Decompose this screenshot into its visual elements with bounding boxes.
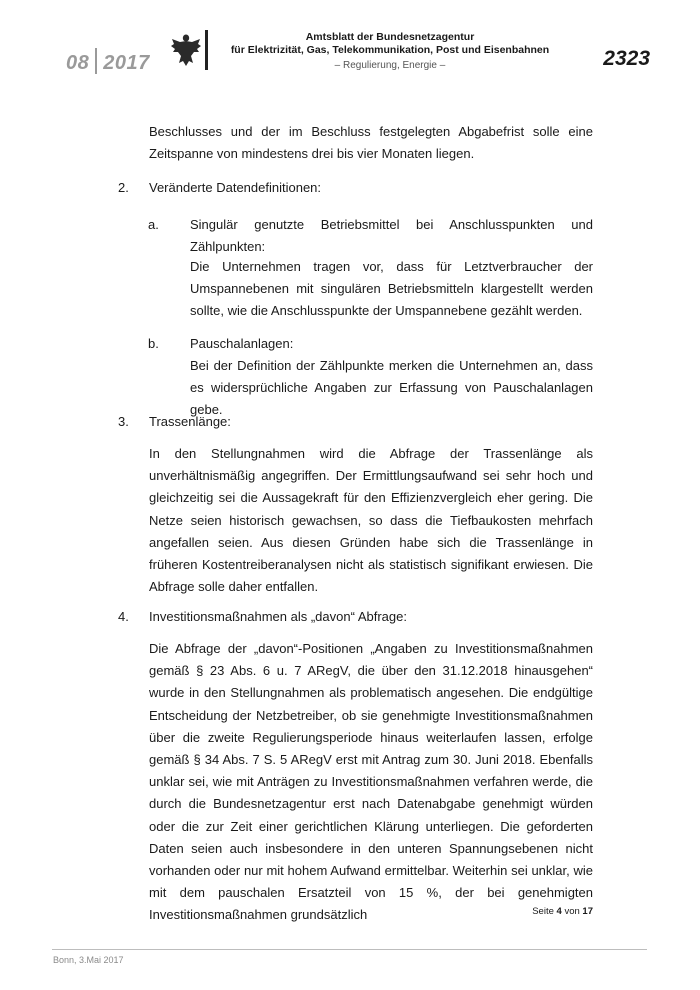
current-page: 4 bbox=[556, 906, 562, 917]
federal-eagle-icon bbox=[170, 30, 202, 70]
item-4-body: Die Abfrage der „davon“-Positionen „Angaben zu Investitionsmaßnahmen gemäß § 23 Abs. 6 u. 7 ARegV, die über den 31.12.2018 hinausgehen“ wurde in den Stellungnahmen als problematisch angesehen. Die endgültige Entscheidung der Netzbetreiber, ob sie genehmigte Investitionsmaßnahmen über die zweite Regulierungsperiode hinaus weiterlaufen lassen, erfolge gemäß § 34 Abs. 7 S. 5 ARegV erst mit Antrag zum 30. Juni 2018. Ebenfalls unklar sei, wie mit Anträgen zu Investitionsmaßnahmen verfahren werde, die durch die Bundesnetzagentur erst nach Datenabgabe genehmigt würden oder die zur Zeit einer gerichtlichen Klärung unterliegen. Die geforderten Daten seien auch insbesondere in den unteren Spannungsebenen nicht vorhanden oder nur mit hohem Aufwand ermittelbar. Weiterhin sei unklar, wie mit dem pauschalen Ersatzteil von 15 %, der bei genehmigten Investitionsmaßnahmen grundsätzlich bbox=[149, 641, 593, 923]
page-number: 2323 bbox=[603, 47, 650, 70]
item-3-body: In den Stellungnahmen wird die Abfrage der Trassenlänge als unverhältnismäßig angegriffen. Der Ermittlungsaufwand sei sehr hoch und gleichzeitig sei die Aussagekraft für den Effizienzvergleich eher gering. Die Netze seien historisch gewachsen, so dass die Tiefbaukosten mehrfach angefallen seien. Aus diesen Gründen habe sich die Trassenlänge in früheren Kostentreiberanalysen nicht als statistisch signifikant erwiesen. Die Abfrage solle daher entfallen. bbox=[149, 446, 593, 595]
header-section: – Regulierung, Energie – bbox=[334, 60, 446, 71]
item-2-number: 2. bbox=[118, 180, 129, 195]
item-2-title: Veränderte Datendefinitionen: bbox=[149, 180, 322, 195]
footer-date: Bonn, 3.Mai 2017 bbox=[53, 955, 124, 965]
issue-label: 08 bbox=[66, 52, 90, 74]
seite-label: Seite bbox=[532, 906, 554, 917]
item-2b-heading: Pauschalanlagen: bbox=[190, 336, 294, 351]
item-4-number: 4. bbox=[118, 609, 129, 624]
header-title-line1: Amtsblatt der Bundesnetzagentur bbox=[305, 31, 475, 43]
issue-number bbox=[66, 48, 150, 75]
item-3-title: Trassenlänge: bbox=[149, 414, 231, 429]
issue-year: 2017 bbox=[103, 52, 150, 74]
item-2a-body: Die Unternehmen tragen vor, dass für Letztverbraucher der Umspannebenen mit singulären Betriebsmitteln klargestellt werden sollte, wie die Anschlusspunkte der Umspannebene gezählt werden. bbox=[190, 259, 593, 319]
von-label: von bbox=[564, 906, 580, 917]
footer-rule bbox=[52, 949, 647, 950]
header-title-line2: für Elektrizität, Gas, Telekommunikation, Post und Eisenbahnen bbox=[230, 44, 550, 56]
item-3-number: 3. bbox=[118, 414, 129, 429]
item-2b-letter: b. bbox=[148, 336, 159, 351]
intro-paragraph: Beschlusses und der im Beschluss festgelegten Abgabefrist solle eine Zeitspanne von mindestens drei bis vier Monaten liegen. bbox=[149, 124, 593, 162]
item-2a-letter: a. bbox=[148, 217, 159, 232]
item-2a-heading: Singulär genutzte Betriebsmittel bei Anschlusspunkten und Zählpunkten: bbox=[190, 217, 593, 255]
issue-divider bbox=[95, 48, 97, 74]
item-4-title: Investitionsmaßnahmen als „davon“ Abfrage: bbox=[149, 609, 407, 624]
total-pages: 17 bbox=[582, 906, 593, 917]
header-divider bbox=[205, 30, 208, 70]
item-2b-body: Bei der Definition der Zählpunkte merken die Unternehmen an, dass es widersprüchliche Angaben zur Erfassung von Pauschalanlagen gebe. bbox=[190, 358, 593, 418]
page-indicator bbox=[532, 906, 593, 917]
